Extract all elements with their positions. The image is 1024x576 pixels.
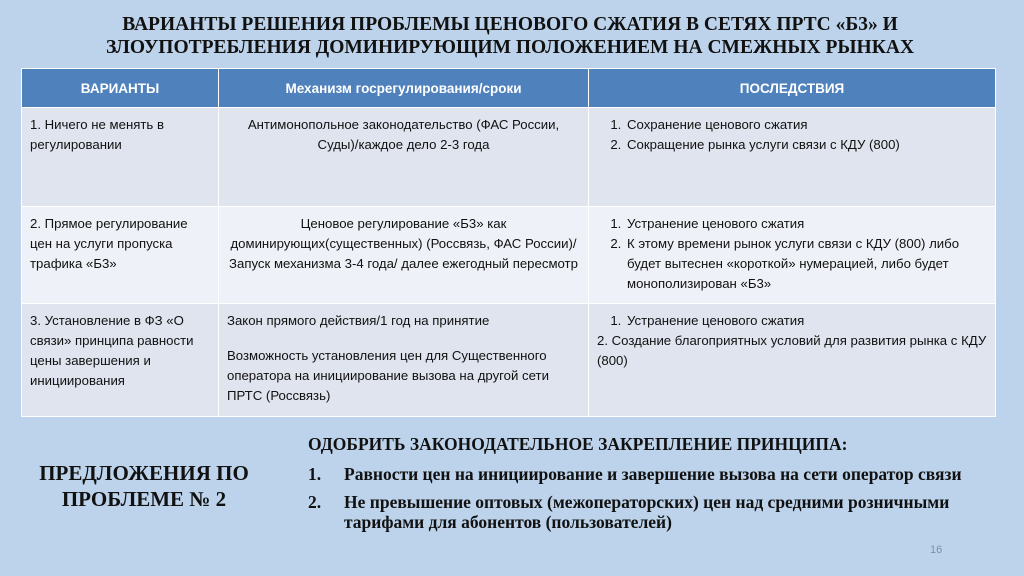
variant-cell: 2. Прямое регулирование цен на услуги пропуска трафика «Б3» [22,207,219,304]
page-number: 16 [930,544,943,556]
mechanism-cell: Антимонопольное законодательство (ФАС России, Суды)/каждое дело 2-3 года [219,108,589,207]
list-item: 1. Устранение ценового сжатия [625,214,987,234]
mechanism-cell [219,304,589,417]
approve-item-number: 2. [308,492,322,512]
approve-item [308,464,998,484]
list-item: 2. Сокращение рынка услуги связи с КДУ (800) [625,135,987,155]
column-header-variants: ВАРИАНТЫ [22,69,219,108]
proposals-title: ПРЕДЛОЖЕНИЯ ПО ПРОБЛЕМЕ № 2 [39,461,249,511]
approve-item-text: Не превышение оптовых (межоператорских) цен над средними розничными тарифами для абонентов (пользователей) [344,492,950,532]
options-table [21,68,996,417]
approve-item [308,492,998,532]
column-header-mechanism: Механизм госрегулирования/сроки [219,69,589,108]
slide-title: ВАРИАНТЫ РЕШЕНИЯ ПРОБЛЕМЫ ЦЕНОВОГО СЖАТИЯ В СЕТЯХ ПРТС «Б3» И ЗЛОУПОТРЕБЛЕНИЯ ДОМИНИРУЮЩИМ ПОЛОЖЕНИЕМ НА СМЕЖНЫХ РЫНКАХ [105,14,915,58]
consequences-list [597,311,987,331]
mechanism-cell: Ценовое регулирование «Б3» как доминирующих(существенных) (Россвязь, ФАС России)/Запуск механизма 3-4 года/ далее ежегодный пересмотр [219,207,589,304]
list-item: 2. К этому времени рынок услуги связи с КДУ (800) либо будет вытеснен «короткой» нумерацией, либо будет монополизирован «Б3» [625,234,987,294]
variant-cell: 1. Ничего не менять в регулировании [22,108,219,207]
approve-heading: ОДОБРИТЬ ЗАКОНОДАТЕЛЬНОЕ ЗАКРЕПЛЕНИЕ ПРИНЦИПА: [308,434,848,454]
list-item: 1. Устранение ценового сжатия [625,311,987,331]
approve-block [308,432,998,540]
mechanism-paragraph: Возможность установления цен для Существенного оператора на инициирование вызова на другой сети ПРТС (Россвязь) [227,348,549,403]
consequences-paragraph: 2. Создание благоприятных условий для развития рынка с КДУ (800) [597,333,987,368]
table-row [22,108,996,207]
table-row [22,207,996,304]
approve-item-text: Равности цен на инициирование и завершение вызова на сети оператор связи [344,464,962,484]
mechanism-paragraph: Закон прямого действия/1 год на принятие [227,313,490,328]
consequences-cell [589,304,996,417]
consequences-cell [589,108,996,207]
approve-item-number: 1. [308,464,322,484]
variant-cell: 3. Установление в ФЗ «О связи» принципа равности цены завершения и инициирования [22,304,219,417]
column-header-consequences: ПОСЛЕДСТВИЯ [589,69,996,108]
table-header-row [22,69,996,108]
consequences-list [597,214,987,294]
consequences-cell [589,207,996,304]
list-item: 1. Сохранение ценового сжатия [625,115,987,135]
table-row [22,304,996,417]
consequences-list [597,115,987,155]
